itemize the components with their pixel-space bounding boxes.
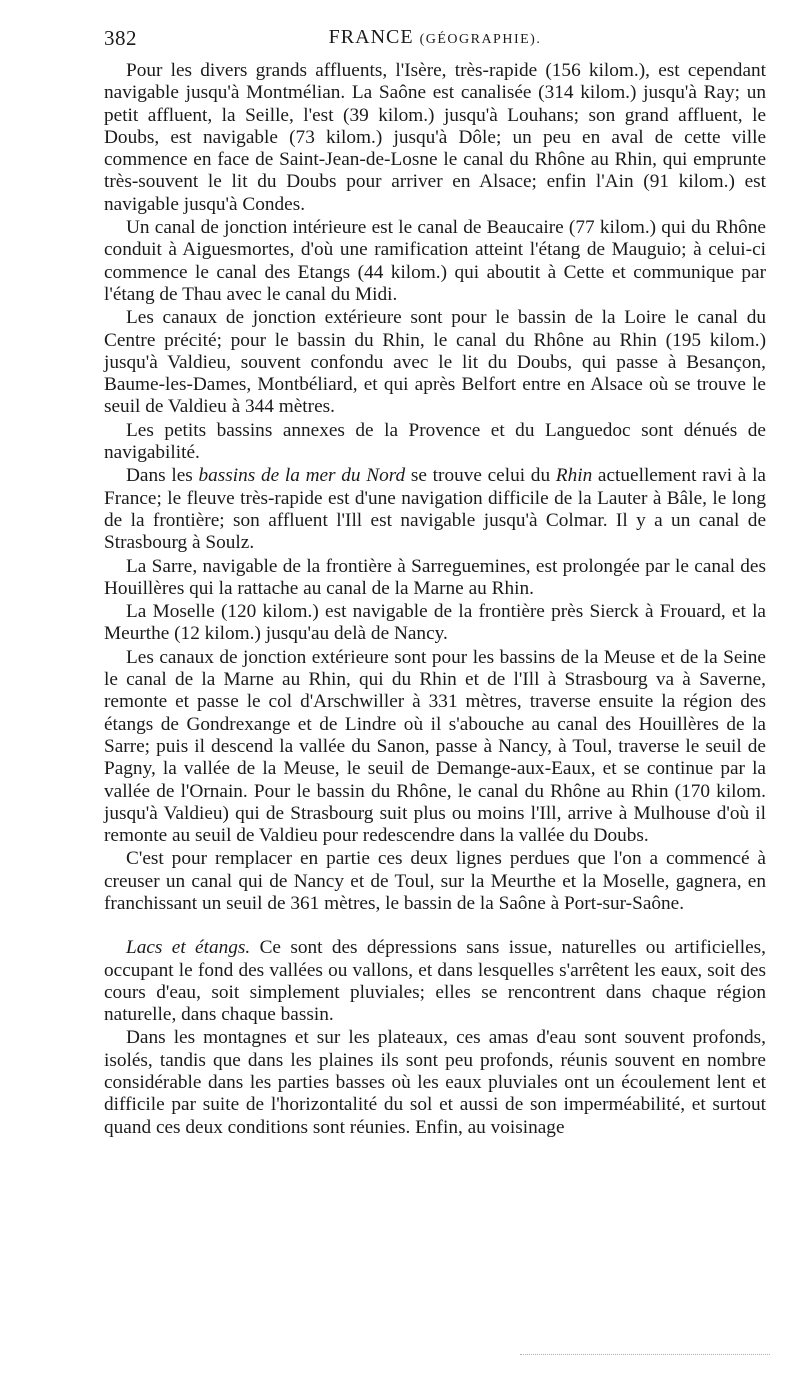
section-heading-lacs-etangs: Lacs et étangs. (126, 937, 251, 959)
paragraph-mer-du-nord-part-a: Dans les (126, 465, 199, 487)
running-title-subtitle: (GÉOGRAPHIE). (419, 32, 542, 47)
paragraph-lacs-montagnes: Dans les montagnes et sur les plateaux, ces amas d'eau sont souvent profonds, isolés, tandis que dans les plaines ils sont peu profonds, réunis souvent en nombre considérable dans les parties basses où les eaux pluviales ont un écoulement lent et difficile par suite de l'horizontalité du sol et aussi de son imperméabilité, et surtout quand ces deux conditions sont réunies. Enfin, au voisinage (104, 1027, 766, 1138)
running-title (104, 26, 766, 49)
paragraph-mer-du-nord-part-b: se trouve celui du (405, 465, 556, 487)
footer-dotted-rule (520, 1354, 770, 1355)
paragraph-lacs-intro (104, 937, 766, 1026)
paragraph-mer-du-nord-part-c: actuellement ravi à la France; le fleuve très-rapide est d'une navigation difficile de la Lauter à Bâle, le long de la frontière; son affluent l'Ill est navigable jusqu'à Colmar. Il y a un canal de Strasbourg à Soulz. (104, 465, 766, 554)
running-title-main: FRANCE (328, 26, 414, 48)
paragraph-moselle: La Moselle (120 kilom.) est navigable de la frontière près Sierck à Frouard, et la Meurthe (12 kilom.) jusqu'au delà de Nancy. (104, 601, 766, 645)
paragraph-mer-du-nord (104, 465, 766, 554)
emphasis-rhin: Rhin (555, 465, 593, 487)
emphasis-bassins-mer-du-nord: bassins de la mer du Nord (198, 465, 406, 487)
paragraph-bassins-annexes: Les petits bassins annexes de la Provence et du Languedoc sont dénués de navigabilité. (104, 419, 766, 464)
paragraph-tributaries: Pour les divers grands affluents, l'Isère, très-rapide (156 kilom.), est cependant navigable jusqu'à Montmélian. La Saône est canalisée (314 kilom.) jusqu'à Ray; un petit affluent, la Seille, l'est (39 kilom.) jusqu'à Louhans; son grand affluent, le Doubs, est navigable (73 kilom.) jusqu'à Dôle; un peu en aval de cette ville commence en face de Saint-Jean-de-Losne le canal du Rhône au Rhin, qui emprunte très-souvent le lit du Doubs pour arriver en Alsace; enfin l'Ain (91 kilom.) est navigable jusqu'à Condes. (104, 60, 766, 215)
paragraph-sarre: La Sarre, navigable de la frontière à Sarreguemines, est prolongée par le canal des Houillères qui la rattache au canal de la Marne au Rhin. (104, 555, 766, 599)
body-text (104, 60, 766, 1139)
paragraph-canaux-jonction-loire-rhin: Les canaux de jonction extérieure sont pour le bassin de la Loire le canal du Centre précité; pour le bassin du Rhin, le canal du Rhône au Rhin (195 kilom.) jusqu'à Valdieu, souvent confondu avec le lit du Doubs, qui passe à Besançon, Baume-les-Dames, Montbéliard, et qui après Belfort entre en Alsace où se trouve le seuil de Valdieu à 344 mètres. (104, 307, 766, 418)
page-header (104, 26, 766, 56)
paragraph-nouveau-canal: C'est pour remplacer en partie ces deux lignes perdues que l'on a commencé à creuser un canal qui de Nancy et de Toul, sur la Meurthe et la Moselle, gagnera, en franchissant un seuil de 361 mètres, le bassin de la Saône à Port-sur-Saône. (104, 848, 766, 914)
lacs-intro-text: Ce sont des dépressions sans issue, naturelles ou artificielles, occupant le fond des vallées ou vallons, et dans lesquelles s'arrêtent les eaux, soit des cours d'eau, soit simplement pluviales; elles se rencontrent dans chaque région naturelle, dans chaque bassin. (104, 937, 766, 1026)
page-number: 382 (104, 26, 137, 50)
paragraph-canal-marne-rhin: Les canaux de jonction extérieure sont pour les bassins de la Meuse et de la Seine le canal de la Marne au Rhin, qui du Rhin et de l'Ill à Strasbourg va à Saverne, remonte et passe le col d'Arschwiller à 331 mètres, traverse ensuite la région des étangs de Gondrexange et de Lindre où il s'abouche au canal des Houillères de la Sarre; puis il descend la vallée du Sanon, passe à Nancy, à Toul, traverse le seuil de Pagny, la vallée de la Meuse, le seuil de Demange-aux-Eaux, et se continue par la vallée de l'Ornain. Pour le bassin du Rhône, le canal du Rhône au Rhin (170 kilom. jusqu'à Valdieu) qui de Strasbourg suit plus ou moins l'Ill, arrive à Mulhouse d'où il remonte au seuil de Valdieu pour redescendre dans la vallée du Doubs. (104, 646, 766, 847)
paragraph-canal-beaucaire: Un canal de jonction intérieure est le canal de Beaucaire (77 kilom.) qui du Rhône conduit à Aiguesmortes, d'où une ramification atteint l'étang de Mauguio; à celui-ci commence le canal des Etangs (44 kilom.) qui aboutit à Cette et communique par l'étang de Thau avec le canal du Midi. (104, 217, 766, 305)
